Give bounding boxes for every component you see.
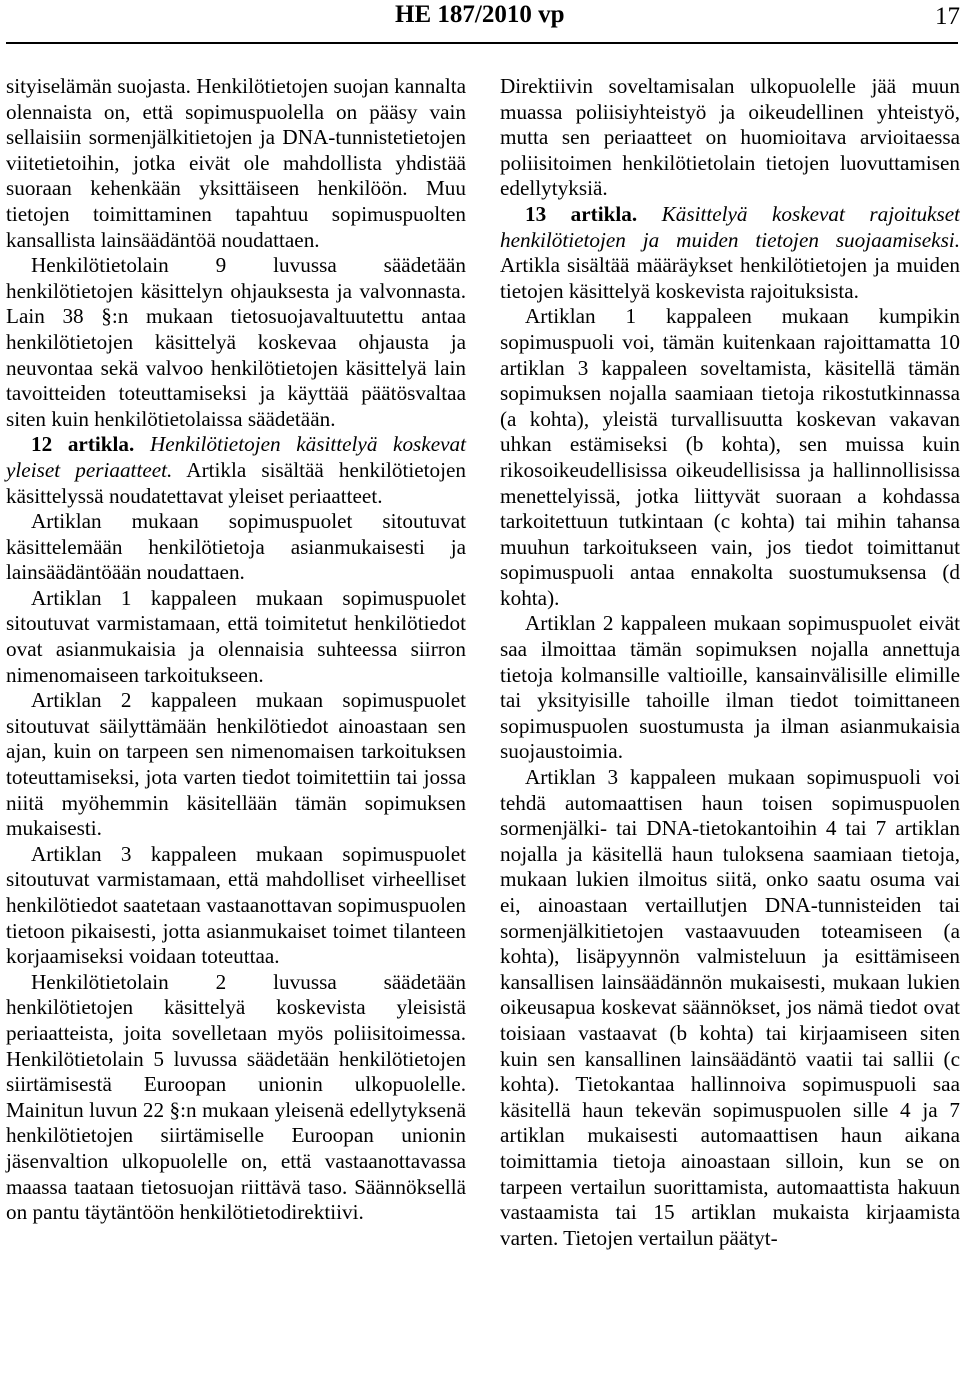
paragraph: Henkilötietolain 9 luvussa säädetään henkilötietojen käsittelyn ohjauksesta ja valvonnasta. Lain 38 §:n mukaan tietosuojavaltuutettu antaa henkilötietojen käsittelyä koskevaa ohjausta ja neuvontaa sekä valvoo henkilötietojen käsittelyä lain tavoitteiden toteuttamiseksi ja käyttää päätösvaltaa siten kuin henkilötietolaissa säädetään. [6,253,466,431]
article-text: Artikla sisältää henkilötietojen käsittelyssä noudatettavat yleiset periaatteet. [6,457,466,508]
article-12-paragraph [6,432,466,509]
document-id: HE 187/2010 vp [395,1,565,28]
paragraph: Artiklan 3 kappaleen mukaan sopimuspuolet sitoutuvat varmistamaan, että mahdolliset virheelliset henkilötiedot saatetaan vastaanottavan sopimuspuolen tietoon pikaisesti, jotta asianmukaiset toimet tilanteen korjaamiseksi voidaan toteuttaa. [6,841,466,969]
paragraph: Artiklan 2 kappaleen mukaan sopimuspuolet sitoutuvat säilyttämään henkilötiedot ainoastaan sen ajan, kuin on tarpeen sen nimenomaisen tarkoituksen toteuttamiseksi, jota varten tiedot toimitettiin tai jossa niitä myöhemmin käsitellään tämän sopimuksen mukaisesti. [6,688,466,841]
paragraph: Henkilötietolain 2 luvussa säädetään henkilötietojen käsittelyä koskevista yleisistä periaatteista, joita sovelletaan myös poliisitoimessa. Henkilötietolain 5 luvussa säädetään henkilötietojen siirtämisestä Euroopan unionin ulkopuolelle. Mainitun luvun 22 §:n mukaan yleisenä edellytyksenä henkilötietojen siirtämiselle Euroopan unionin jäsenvaltion ulkopuolelle on, että vastaanottavassa maassa taataan tietosuojan riittävä taso. Säännöksellä on pantu täytäntöön henkilötietodirektiivi. [6,969,466,1225]
article-label: 12 artikla. [31,432,135,457]
article-13-paragraph [500,202,960,304]
article-label: 13 artikla. [525,201,638,226]
paragraph: Artiklan 1 kappaleen mukaan kumpikin sopimuspuoli voi, tämän kuitenkaan rajoittamatta 10 artiklan 3 kappaleen soveltamista, käsitellä tämän sopimuksen nojalla saamiaan tietoja rikostutkinnassa (a kohta), yleistä turvallisuutta koskevan vakavan uhkan estämiseksi (b kohta), sen muissa kuin rikosoikeudellisissa oikeudellisissa ja hallinnollisissa menettelyissä, jotka liittyvät suoraan a kohdassa tarkoitettuun tutkintaan (c kohta) tai mihin tahansa muuhun tarkoitukseen vain, jos tiedot toimittanut sopimuspuoli antaa ennakolta suostumuksensa (d kohta). [500,304,960,610]
paragraph: Artiklan 2 kappaleen mukaan sopimuspuolet eivät saa ilmoittaa tämän sopimuksen nojalla annettuja tietoja kolmansille valtioille, kansainvälisille elimille tai yksityisille tahoille ilman tiedot toimittaneen sopimuspuolen suostumusta ja ilman asianmukaisia suojaustoimia. [500,611,960,764]
right-column [500,74,960,1251]
page-header [0,0,960,46]
header-divider [6,42,958,44]
paragraph: Artiklan 1 kappaleen mukaan sopimuspuolet sitoutuvat varmistamaan, että toimitetut henkilötiedot ovat asianmukaisia ja olennaisia suhteessa siirron nimenomaiseen tarkoitukseen. [6,585,466,687]
paragraph: sityiselämän suojasta. Henkilötietojen suojan kannalta olennaista on, että sopimuspuolella on pääsy vain sellaisiin sormenjälkitietojen ja DNA-tunnistetietojen viitetietoihin, jotka eivät ole mahdollista yhdistää suoraan kehenkään yksittäiseen henkilöön. Muu tietojen toimittaminen tapahtuu sopimuspuolten kansallista lainsäädäntöä noudattaen. [6,74,466,252]
paragraph: Artiklan mukaan sopimuspuolet sitoutuvat käsittelemään henkilötietoja asianmukaisesti ja lainsäädäntöään noudattaen. [6,509,466,585]
paragraph: Artiklan 3 kappaleen mukaan sopimuspuoli voi tehdä automaattisen haun toisen sopimuspuolen sormenjälki- tai DNA-tietokantoihin 4 tai 7 artiklan nojalla ja käsitellä haun tuloksena saamiaan tietoja, mukaan lukien ilmoitus siitä, onko saatu osuma vai ei, ainoastaan vertaillutjen DNA-tunnisteiden tai sormenjälkitietojen vastaavuuden toteamiseen (a kohta), lisäpyynnön valmisteluun ja esittämiseen kansallisen lainsäädännön mukaisesti, mukaan lukien oikeusapua koskevat säännökset, jos nämä tiedot ovat toisiaan vastaavat (b kohta) tai kirjaamiseen siten kuin sen kansallinen lainsäädäntö vaatii tai sallii (c kohta). Tietokantaa hallinnoiva sopimuspuoli saa käsitellä haun tekevän sopimuspuolen sille 4 ja 7 artiklan mukaisesti automaattisen haun aikana toimittamia tietoja ainoastaan silloin, kun se on tarpeen vertailun suorittamista, automaattista hakuun vastaamista tai 15 artiklan mukaista kirjaamista varten. Tietojen vertailun päätyt- [500,765,960,1250]
paragraph: Direktiivin soveltamisalan ulkopuolelle jää muun muassa poliisiyhteistyö ja oikeudellinen yhteistyö, mutta sen periaatteet on huomioitava arvioitaessa poliisitoimen henkilötietolain tietojen luovuttamisen edellytyksiä. [500,74,960,201]
article-title: Henkilötietojen käsittelyä koskevat yleiset periaatteet. [6,432,466,482]
left-column [6,74,466,1226]
article-text: Artikla sisältää määräykset henkilötietojen ja muiden tietojen käsittelyä koskevista rajoituksista. [500,253,960,303]
article-title: Käsittelyä koskevat rajoitukset henkilötietojen ja muiden tietojen suojaamiseksi. [500,201,960,252]
page-number: 17 [935,3,960,30]
